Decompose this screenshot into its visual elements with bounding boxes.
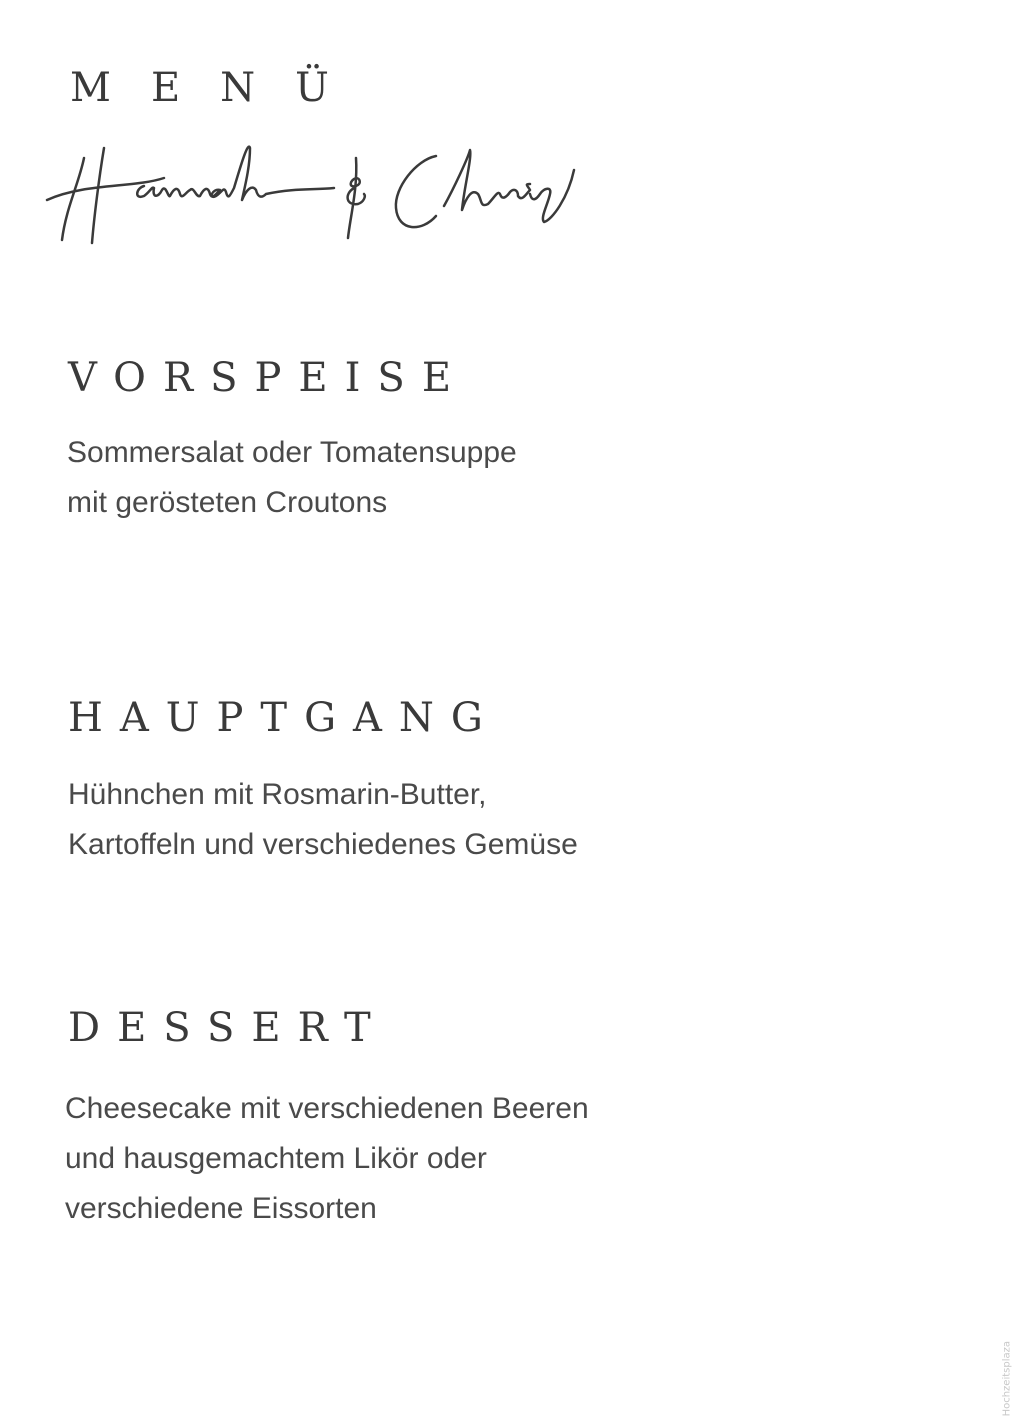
section-heading-vorspeise: VORSPEISE [68, 355, 469, 401]
text-line: verschiedene Eissorten [65, 1192, 377, 1225]
text-line: und hausgemachtem Likör oder [65, 1142, 487, 1175]
section-text-dessert [65, 1084, 589, 1234]
watermark: Hochzeitsplaza [1001, 1341, 1012, 1416]
text-line: Hühnchen mit Rosmarin-Butter, [68, 778, 487, 811]
section-text-vorspeise [67, 428, 517, 528]
section-heading-hauptgang: HAUPTGANG [68, 695, 500, 741]
section-heading-dessert: DESSERT [68, 1005, 388, 1051]
text-line: mit gerösteten Croutons [67, 486, 388, 519]
menu-label: MENÜ [70, 65, 369, 111]
couple-names-script [44, 128, 604, 258]
text-line: Kartoffeln und verschiedenes Gemüse [68, 828, 578, 861]
section-text-hauptgang [68, 770, 578, 870]
text-line: Sommersalat oder Tomatensuppe [67, 436, 517, 469]
text-line: Cheesecake mit verschiedenen Beeren [65, 1092, 589, 1125]
